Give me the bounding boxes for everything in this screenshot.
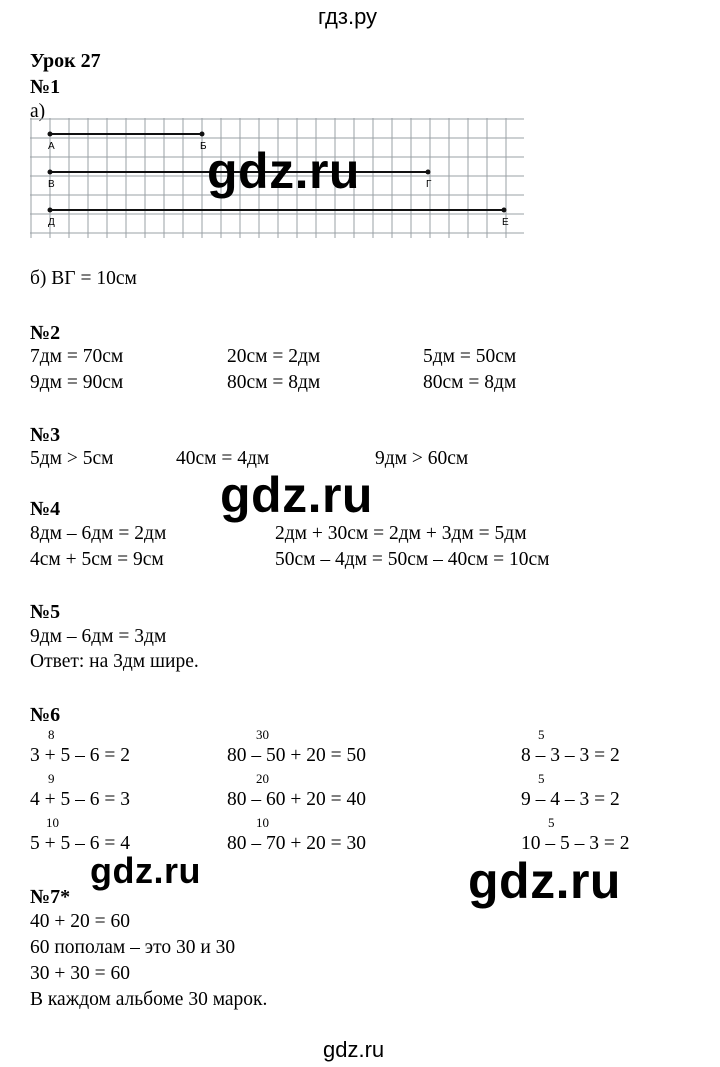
task-4-item: 4см + 5см = 9см (30, 549, 164, 570)
task-6-number: №6 (30, 704, 61, 726)
task-6-sup: 20 (256, 771, 269, 786)
task-6-expr: 8 – 3 – 3 = 2 (521, 745, 620, 766)
task-4-item: 2дм + 30см = 2дм + 3дм = 5дм (275, 523, 527, 544)
task-6-expr: 4 + 5 – 6 = 3 (30, 789, 130, 810)
task-2-item: 80см = 8дм (227, 372, 321, 393)
watermark: gdz.ru (468, 853, 621, 909)
point-e (502, 208, 507, 213)
task-6-expr: 9 – 4 – 3 = 2 (521, 789, 620, 810)
task-6-sup: 5 (538, 727, 545, 742)
task-2-item: 5дм = 50см (423, 346, 517, 367)
task-7-line: 30 + 30 = 60 (30, 963, 130, 984)
point-g (426, 170, 431, 175)
task-6-expr: 10 – 5 – 3 = 2 (521, 833, 630, 854)
task-6-expr: 80 – 60 + 20 = 40 (227, 789, 366, 810)
task-4-item: 8дм – 6дм = 2дм (30, 523, 167, 544)
task-7-line: 60 пополам – это 30 и 30 (30, 937, 236, 958)
task-3-number: №3 (30, 424, 61, 446)
point-label-b: Б (200, 141, 207, 152)
task-5-line: 9дм – 6дм = 3дм (30, 626, 167, 647)
task-3-item: 40см = 4дм (176, 448, 270, 469)
point-a (48, 132, 53, 137)
task-6-sup: 10 (46, 815, 59, 830)
task-2-item: 7дм = 70см (30, 346, 124, 367)
watermark: gdz.ru (207, 143, 360, 199)
site-header: гдз.ру (318, 4, 378, 29)
lesson-title: Урок 27 (30, 50, 101, 72)
site-footer: gdz.ru (323, 1037, 385, 1062)
point-label-a: А (48, 141, 55, 152)
point-label-g: Г (426, 179, 432, 190)
task-6-sup: 5 (548, 815, 555, 830)
point-d (48, 208, 53, 213)
task-6-expr: 3 + 5 – 6 = 2 (30, 745, 130, 766)
point-label-v: В (48, 179, 55, 190)
point-label-d: Д (48, 217, 55, 228)
task-2-item: 20см = 2дм (227, 346, 321, 367)
task-7-answer: В каждом альбоме 30 марок. (30, 989, 268, 1010)
task-2-item: 9дм = 90см (30, 372, 124, 393)
point-v (48, 170, 53, 175)
task-4-number: №4 (30, 498, 61, 520)
task-7-line: 40 + 20 = 60 (30, 911, 130, 932)
task-6-sup: 30 (256, 727, 269, 742)
task-6-expr: 5 + 5 – 6 = 4 (30, 833, 130, 854)
task-6-expr: 80 – 70 + 20 = 30 (227, 833, 366, 854)
task-3-item: 9дм > 60см (375, 448, 469, 469)
task-1-part-b: б) ВГ = 10см (30, 268, 137, 289)
task-4-item: 50см – 4дм = 50см – 40см = 10см (275, 549, 550, 570)
point-label-e: Е (502, 217, 509, 228)
task-6-sup: 5 (538, 771, 545, 786)
task-1-number: №1 (30, 76, 61, 98)
task-6-sup: 8 (48, 727, 55, 742)
task-7-number: №7* (30, 886, 71, 908)
watermark: gdz.ru (90, 850, 201, 891)
task-3-item: 5дм > 5см (30, 448, 114, 469)
task-5-answer: Ответ: на 3дм шире. (30, 651, 199, 672)
task-5-number: №5 (30, 601, 61, 623)
task-1-part-a: а) (30, 101, 46, 122)
task-6-sup: 9 (48, 771, 55, 786)
watermark: gdz.ru (220, 467, 373, 523)
task-2-number: №2 (30, 322, 61, 344)
task-6-sup: 10 (256, 815, 269, 830)
point-b (200, 132, 205, 137)
task-6-expr: 80 – 50 + 20 = 50 (227, 745, 366, 766)
task-2-item: 80см = 8дм (423, 372, 517, 393)
